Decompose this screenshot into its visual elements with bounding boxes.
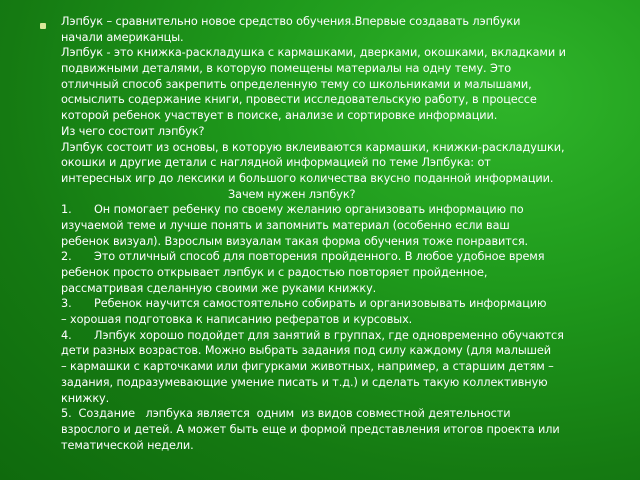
text-line: рассматривая сделанную своими же руками книжку. [61,281,377,295]
item-number: 3. [61,297,72,311]
item-number: 2. [61,250,72,264]
text-line: ребенок визуал). Взрослым визуалам такая форма обучения тоже понравится. [61,234,529,248]
numbered-item [61,296,633,312]
section-heading: Зачем нужен лэпбук? [228,187,356,201]
text-line: начали американцы. [61,30,184,44]
text-line: ребенок просто открывает лэпбук и с радостью повторяет пройденное, [61,266,488,279]
numbered-item [61,328,633,344]
text-line: дети разных возрастов. Можно выбрать задания под силу каждому (для малышей [61,344,551,358]
item-text: Ребенок научится самостоятельно собирать и организовывать информацию [94,297,547,311]
text-line: тематической недели. [61,438,194,452]
text-line: изучаемой теме и лучше понять и запомнить материал (особенно если ваш [61,218,510,232]
section-heading: Из чего состоит лэпбук? [61,124,205,138]
text-line: 5. Создание лэпбука является одним из видов совместной деятельности [61,407,511,421]
text-line: – хорошая подготовка к написанию рефератов и курсовых. [61,313,413,327]
item-text: Лэпбук хорошо подойдет для занятий в группах, где одновременно обучаются [94,328,564,342]
numbered-item [61,202,633,218]
text-line: – кармашки с карточками или фигурками животных, например, а старшим детям – [61,360,554,374]
text-line: окошки и другие детали с наглядной информацией по теме Лэпбука: от [61,156,491,170]
text-line: подвижными деталями, в которую помещены материалы на одну тему. Это [61,62,512,76]
text-line: Лэпбук состоит из основы, в которую вклеиваются кармашки, книжки-раскладушки, [61,140,565,154]
text-line: которой ребенок участвует в поиске, анализе и сортировке информации. [61,109,498,123]
bullet-marker [40,23,46,29]
text-line: отличный способ закрепить определенную тему со школьниками и малышами, [61,77,532,91]
text-line: книжку. [61,391,110,405]
item-number: 4. [61,328,72,342]
item-text: Он помогает ребенку по своему желанию организовать информацию по [94,203,524,217]
slide-body-text [61,14,633,453]
text-line: интересных игр до лексики и большого количества вкусно поданной информации. [61,171,554,185]
text-line: осмыслить содержание книги, провести исследовательскую работу, в процессе [61,93,537,107]
text-line: задания, подразумевающие умение писать и т.д.) и сделать такую коллективную [61,375,548,389]
item-text: Это отличный способ для повторения пройденного. В любое удобное время [94,250,545,264]
text-line: Лэпбук - это книжка-раскладушка с кармашками, дверками, окошками, вкладками и [61,46,566,60]
text-line: взрослого и детей. А может быть еще и формой представления итогов проекта или [61,422,560,436]
text-line: Лэпбук – сравнительно новое средство обучения.Впервые создавать лэпбуки [61,15,521,28]
item-number: 1. [61,203,72,217]
numbered-item [61,249,633,265]
